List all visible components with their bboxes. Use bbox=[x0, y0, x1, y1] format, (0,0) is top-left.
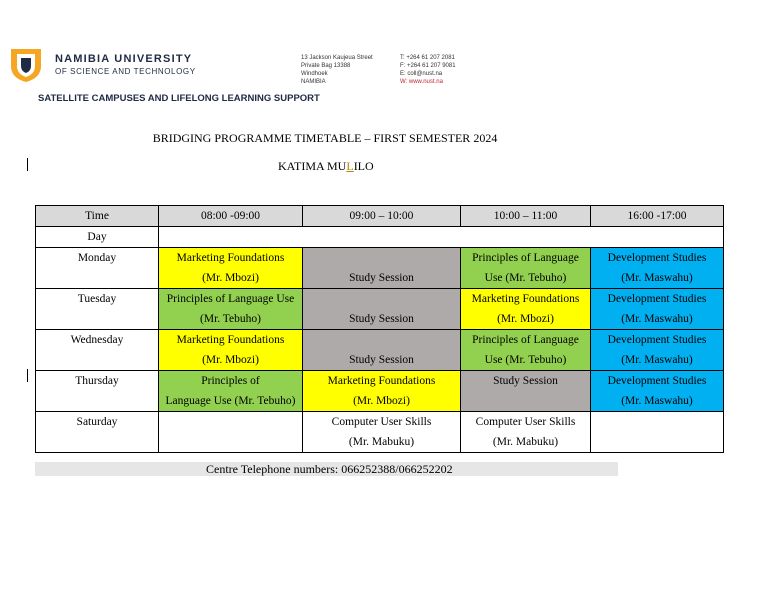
table-row bbox=[36, 412, 724, 453]
lecturer: Language Use (Mr. Tebuho) bbox=[165, 395, 296, 407]
day-cell: Saturday bbox=[36, 412, 159, 453]
class-cell bbox=[591, 289, 724, 330]
course-name: Principles of Language Use bbox=[166, 293, 295, 305]
course-name: Marketing Foundations bbox=[327, 375, 436, 387]
contact-block bbox=[400, 54, 456, 86]
contact-email: E: coll@nust.na bbox=[400, 71, 443, 77]
lecturer: (Mr. Mbozi) bbox=[202, 272, 259, 284]
contact-fax: F: +264 61 207 9081 bbox=[400, 63, 456, 69]
day-label: Day bbox=[36, 227, 159, 248]
time-slot: 08:00 -09:00 bbox=[159, 206, 303, 227]
day-header-row bbox=[36, 227, 724, 248]
course-name: Marketing Foundations bbox=[176, 252, 285, 264]
day-cell: Monday bbox=[36, 248, 159, 289]
course-name: Principles of Language bbox=[472, 252, 579, 264]
nust-logo-icon bbox=[8, 46, 44, 84]
blank-cell bbox=[159, 227, 724, 248]
department-name: SATELLITE CAMPUSES AND LIFELONG LEARNING SUPPORT bbox=[38, 93, 320, 104]
class-cell bbox=[159, 248, 303, 289]
address-block bbox=[301, 54, 373, 86]
empty-cell bbox=[159, 412, 303, 453]
course-name: Development Studies bbox=[607, 334, 707, 346]
centre-telephone: Centre Telephone numbers: 066252388/066252202 bbox=[206, 462, 453, 476]
day-cell: Wednesday bbox=[36, 330, 159, 371]
time-label: Time bbox=[36, 206, 159, 227]
table-row bbox=[36, 371, 724, 412]
table-row bbox=[36, 289, 724, 330]
lecturer: (Mr. Maswahu) bbox=[621, 313, 693, 325]
lecturer: (Mr. Mbozi) bbox=[497, 313, 554, 325]
empty-cell bbox=[591, 412, 724, 453]
course-name: Computer User Skills bbox=[331, 416, 432, 428]
address-line: 13 Jackson Kaujeua Street bbox=[301, 55, 373, 61]
class-cell bbox=[461, 289, 591, 330]
course-name: Study Session bbox=[349, 313, 414, 325]
class-cell bbox=[461, 412, 591, 453]
time-slot: 09:00 – 10:00 bbox=[303, 206, 461, 227]
lecturer: (Mr. Mabuku) bbox=[348, 436, 415, 448]
class-cell bbox=[159, 289, 303, 330]
time-slot: 10:00 – 11:00 bbox=[461, 206, 591, 227]
campus-name-part: ILO bbox=[353, 159, 374, 173]
footer-bar bbox=[35, 462, 618, 476]
text-cursor bbox=[27, 369, 28, 382]
class-cell bbox=[461, 371, 591, 412]
university-subtitle: OF SCIENCE AND TECHNOLOGY bbox=[55, 67, 196, 76]
campus-name-part: KATIMA MU bbox=[278, 159, 347, 173]
lecturer: (Mr. Mbozi) bbox=[353, 395, 410, 407]
class-cell bbox=[591, 371, 724, 412]
text-cursor bbox=[27, 158, 28, 171]
table-row bbox=[36, 330, 724, 371]
lecturer: (Mr. Maswahu) bbox=[621, 395, 693, 407]
address-line: Private Bag 13388 bbox=[301, 63, 351, 69]
lecturer: (Mr. Maswahu) bbox=[621, 354, 693, 366]
class-cell bbox=[303, 412, 461, 453]
lecturer: (Mr. Mabuku) bbox=[492, 436, 559, 448]
lecturer: (Mr. Tebuho) bbox=[200, 313, 261, 325]
contact-phone: T: +264 61 207 2081 bbox=[400, 55, 455, 61]
course-name: Study Session bbox=[349, 354, 414, 366]
course-name: Study Session bbox=[493, 375, 558, 387]
class-cell bbox=[591, 248, 724, 289]
class-cell bbox=[461, 330, 591, 371]
class-cell bbox=[303, 248, 461, 289]
class-cell bbox=[159, 371, 303, 412]
class-cell bbox=[159, 330, 303, 371]
day-cell: Thursday bbox=[36, 371, 159, 412]
contact-website[interactable]: W: www.nust.na bbox=[400, 79, 443, 85]
course-name: Development Studies bbox=[607, 252, 707, 264]
lecturer: Use (Mr. Tebuho) bbox=[484, 354, 567, 366]
timetable bbox=[35, 205, 724, 453]
course-name: Development Studies bbox=[607, 293, 707, 305]
course-name: Computer User Skills bbox=[475, 416, 576, 428]
time-slot: 16:00 -17:00 bbox=[591, 206, 724, 227]
table-row bbox=[36, 248, 724, 289]
course-name: Marketing Foundations bbox=[176, 334, 285, 346]
class-cell bbox=[303, 371, 461, 412]
class-cell bbox=[303, 330, 461, 371]
course-name: Principles of bbox=[201, 375, 260, 387]
course-name: Principles of Language bbox=[472, 334, 579, 346]
campus-name bbox=[278, 159, 374, 174]
day-cell: Tuesday bbox=[36, 289, 159, 330]
class-cell bbox=[461, 248, 591, 289]
document-title: BRIDGING PROGRAMME TIMETABLE – FIRST SEMESTER 2024 bbox=[152, 131, 498, 145]
course-name: Study Session bbox=[349, 272, 414, 284]
course-name: Marketing Foundations bbox=[471, 293, 580, 305]
lecturer: (Mr. Maswahu) bbox=[621, 272, 693, 284]
class-cell bbox=[591, 330, 724, 371]
lecturer: Use (Mr. Tebuho) bbox=[484, 272, 567, 284]
course-name: Development Studies bbox=[607, 375, 707, 387]
class-cell bbox=[303, 289, 461, 330]
address-line: NAMIBIA bbox=[301, 79, 326, 85]
university-name: NAMIBIA UNIVERSITY bbox=[55, 53, 193, 65]
lecturer: (Mr. Mbozi) bbox=[202, 354, 259, 366]
time-header-row bbox=[36, 206, 724, 227]
campus-name-highlight: L bbox=[346, 159, 354, 173]
address-line: Windhoek bbox=[301, 71, 328, 77]
